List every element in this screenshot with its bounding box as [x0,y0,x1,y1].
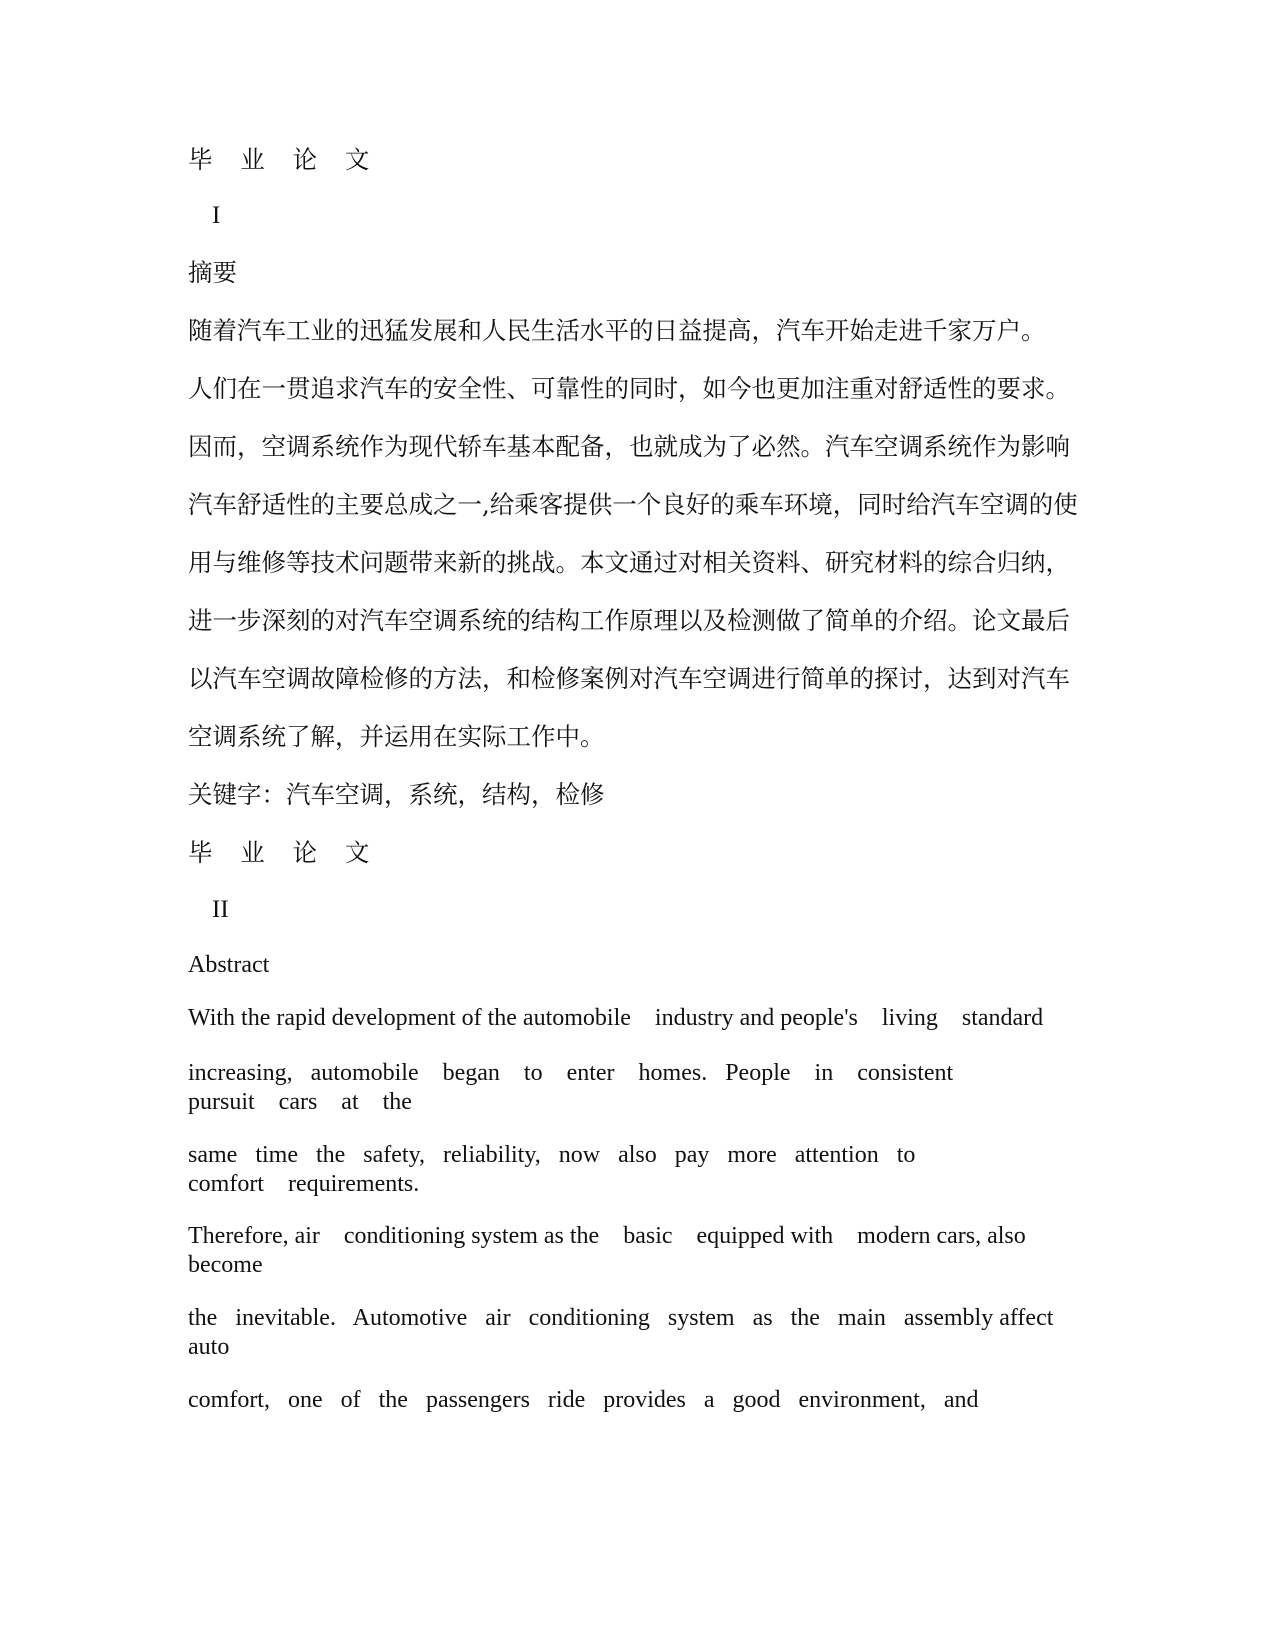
abstract-paragraph: Therefore, air conditioning system as the basic equipped with modern cars, also become [188,1223,1032,1278]
page-number-1: I [212,202,221,229]
abstract-heading-cn: 摘要 [188,258,237,287]
keywords-line: 关键字：汽车空调，系统，结构，检修 [188,780,605,809]
abstract-paragraph: comfort, one of the passengers ride provides a good environment, and [188,1387,979,1413]
abstract-heading-en: Abstract [188,952,270,978]
page-header-1: 毕 业 论 文 [188,145,380,174]
page-header-2: 毕 业 论 文 [188,838,380,867]
body-line: 空调系统了解，并运用在实际工作中。 [188,722,605,751]
abstract-paragraph: same time the safety, reliability, now also pay more attention to comfort requirements. [188,1142,922,1197]
body-line: 以汽车空调故障检修的方法，和检修案例对汽车空调进行简单的探讨，达到对汽车 [188,664,1070,693]
abstract-paragraph: With the rapid development of the automobile industry and people's living standard [188,1005,1044,1031]
body-line: 进一步深刻的对汽车空调系统的结构工作原理以及检测做了简单的介绍。论文最后 [188,606,1070,635]
page-number-2: II [212,896,229,923]
abstract-paragraph: increasing, automobile began to enter homes. People in consistent pursuit cars at the [188,1060,960,1115]
body-line: 因而，空调系统作为现代轿车基本配备，也就成为了必然。汽车空调系统作为影响 [188,432,1070,461]
body-line: 人们在一贯追求汽车的安全性、可靠性的同时，如今也更加注重对舒适性的要求。 [188,374,1070,403]
abstract-paragraph: the inevitable. Automotive air conditioning system as the main assembly affect auto [188,1305,1078,1360]
body-line: 随着汽车工业的迅猛发展和人民生活水平的日益提高，汽车开始走进千家万户。 [188,316,1046,345]
body-line: 汽车舒适性的主要总成之一,给乘客提供一个良好的乘车环境，同时给汽车空调的使 [188,490,1078,519]
body-line: 用与维修等技术问题带来新的挑战。本文通过对相关资料、研究材料的综合归纳， [188,548,1070,577]
